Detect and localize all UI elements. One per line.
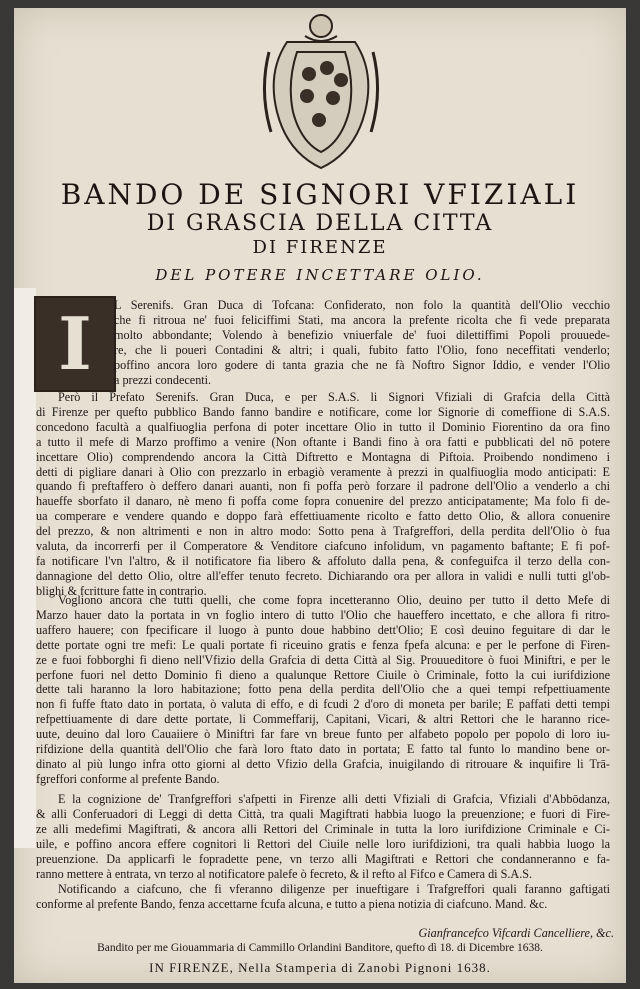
text-line: a tutto il mefe di Marzo proffimo a venire (Non oftante i Bandi fino à ora fatti e pubblicati del nō potere <box>36 434 610 449</box>
text-line: preuenzione. Da applicarfi le fopradette pene, vn terzo alli Magiftrati e Rettori che condanneranno e fa- <box>36 851 610 866</box>
text-line: fgreffori conforme al prefente Bando. <box>36 771 220 786</box>
text-line: fa notificare l'vn l'altro, & il notificatore fia libero & affoluto dalla pena, & confeguifca il terzo della con- <box>36 553 610 568</box>
text-line: conforme al prefente Bando, fenza accettarne fcufa alcuna, e tutto a piena notizia di ciafcuno. Mand. &c. <box>36 896 548 911</box>
text-line: dinato al più lungo infra otto giorni al detto Vfizio della Grafcia, inuigilando di ritrouare & inquifire li Trā- <box>36 756 610 771</box>
text-line: del prezzo, & non altrimenti e non in altro modo: Sotto pena à Trafgreffori, della perdita dell'Olio ò fua <box>36 524 610 539</box>
text-line: Marzo hauer dato la portata in vn foglio intero di tutto l'Olio che haueffero incettato, e che allora fi ritro- <box>36 607 610 622</box>
proclamation-title: BANDO DE SIGNORI VFIZIALI <box>60 178 580 211</box>
text-line: che fi ritroua ne' fuoi feliciffimi Stati, ma ancora la prefente ricolta che fi vede preparata <box>114 312 610 327</box>
text-line: detti di pigliare danari à Olio con prezzarlo in erbagiò veramente à prezzi in qualfiuoglia modo anticipati: E <box>36 464 610 479</box>
text-line: ranno mettere à entrata, vn terzo al notificatore palefe ò fecreto, & il refto al Fifco e Camera di S.A.S. <box>36 866 533 881</box>
proclamation-topic: DEL POTERE INCETTARE OLIO. <box>155 266 485 284</box>
proclamation-subtitle: DI GRASCIA DELLA CITTA <box>146 211 494 236</box>
text-line: uute, deuino dal loro Cauaiiere ò Miniftri far fare vn breue funto per alfabeto popolo per popolo di loro iu- <box>36 727 610 742</box>
text-line: Notificando a ciafcuno, che fi vferanno diligenze per inueftigare i Trafgreffori quali faranno gaftigati <box>58 882 610 896</box>
text-line: uile, e poffino ancora effere cognitori li Rettori del Ciuile nelle loro iurifdizioni, tra quali habbia luogo la <box>36 836 610 851</box>
medici-coat-of-arms-icon <box>257 12 385 172</box>
text-line: re, che li poueri Contadini & altri; i quali, fubito fatto l'Olio, fono neceffitati venderlo; <box>114 342 610 357</box>
text-line: Però il Prefato Serenifs. Gran Duca, e per S.A.S. li Signori Vfiziali di Grafcia della Città <box>58 390 610 404</box>
decorated-initial: I <box>34 296 116 392</box>
text-line: valuta, da incorrerfi per il Comperatore & Venditore ciafcuno infolidum, vn pagamento baftante; E fi pof- <box>36 539 610 553</box>
text-line: uaffero hauere; con fpecificare il luogo à punto doue habbino dett'Olio; E così deuino feguitare di dar le <box>36 622 610 637</box>
text-line: incettare Olio) comprendendo ancora la Città Diftretto e Montagna di Piftoia. Proibendo nondimeno i <box>36 449 610 464</box>
text-line: ua comperare e vendere quando e doppo farà effettiuamente ricolto e fatto detto Olio, & allora conuenire <box>36 509 610 524</box>
text-line: haueffe sborfato il danaro, nè meno fi poffa come fopra conuenire del prezzo anticipatamente; Ma folo fi de- <box>36 494 610 509</box>
proclamation-city: DI FIRENZE <box>252 237 388 258</box>
text-line: quando fi preftaffero ò deffero danari auanti, non fi poffa però forzare il padrone dell'Olio a venderlo a chi <box>36 479 610 494</box>
text-line: E la cognizione de' Tranfgreffori s'afpetti in Firenze alli detti Vfiziali di Grafcia, Vfiziali d'Abbōdanza, <box>58 792 610 806</box>
text-line: dette tali haranno la loro habitazione; fotto pena della perdita dell'Olio che a quei tempi refpettiuamente <box>36 682 610 697</box>
text-line: blighi & fcritture fatte in contrario. <box>36 583 207 598</box>
imprint-line: IN FIRENZE, Nella Stamperia di Zanobi Pignoni 1638. <box>149 960 491 975</box>
text-line: dette portate ogni tre mefi: Le quali portate fi riceuino gratis e fenza fpefa alcuna: e per le perfone di Firen- <box>36 637 610 652</box>
text-line: ze alli medefimi Magiftrati, & ancora alli Rettori del Criminale in tutta la loro iurifdizione Criminale e Ci- <box>36 821 610 836</box>
text-line: L Serenifs. Gran Duca di Tofcana: Confiderato, non folo la quantità dell'Olio vecchio <box>114 298 610 312</box>
text-line: non fi fuffe ftato dato in portata, ò valuta di effo, e di fcudi 2 d'oro di moneta per barile; E paffati detti tempi <box>36 697 610 712</box>
text-line: rifdizione della quantità dell'Olio che farà loro ftato dato in portata; E fatto tal funto lo mandino bene or- <box>36 742 610 756</box>
text-line: Vogliono ancora che tutti quelli, che come fopra incetteranno Olio, deuino per tutto il detto Mefe di <box>58 593 610 607</box>
text-line: ze e fuoi fobborghi fi dieno nell'Vfizio della Grafcia di detta Città al Sig. Prouueditore ò fuoi Miniftri, e per le <box>36 652 610 667</box>
text-line: dannagione del detto Olio, oltre all'effer tenuto fecreto. Dichiarando ora per allora in validi e nulli tutti gl'ob- <box>36 568 610 583</box>
text-line: refpettiuamente di dare dette portate, li Commeffarij, Capitani, Vicari, & altri Rettori che le haranno rice- <box>36 712 610 727</box>
banditore-line: Bandito per me Giouammaria di Cammillo Orlandini Banditore, quefto dì 18. di Dicembre 1638. <box>97 942 543 954</box>
torn-paper-edge <box>14 288 36 848</box>
text-line: perfone fuori nel detto Dominio fi dieno a qualunque Rettore Ciuile ò Criminale, fotto la cui iurifdizione <box>36 667 610 682</box>
text-line: concedono facultà a qualfiuoglia perfona di poter incettare Olio in tutto il Dominio Fiorentino da ora fino <box>36 419 610 434</box>
text-line: di Firenze per quefto pubblico Bando fanno bandire e notificare, come lor Signorie di comeffione di S.A.S. <box>36 404 610 419</box>
bando-sheet <box>14 8 626 983</box>
text-line: poffino ancora loro godere di tanta grazia che ne fà Noftro Signor Iddio, e vender l'Olio <box>114 357 610 372</box>
text-line: molto abbondante; Volendo à benefizio vniuerfale de' fuoi dilettiffimi Popoli prouuede- <box>114 327 610 342</box>
text-line: & alli Conferuadori di Leggi di detta Città, tra quali Magiftrati habbia luogo la preuenzione; e fuori di Fire- <box>36 806 610 821</box>
signature: Gianfrancefco Vifcardi Cancelliere, &c. <box>418 926 614 940</box>
text-line: a prezzi condecenti. <box>114 372 212 387</box>
